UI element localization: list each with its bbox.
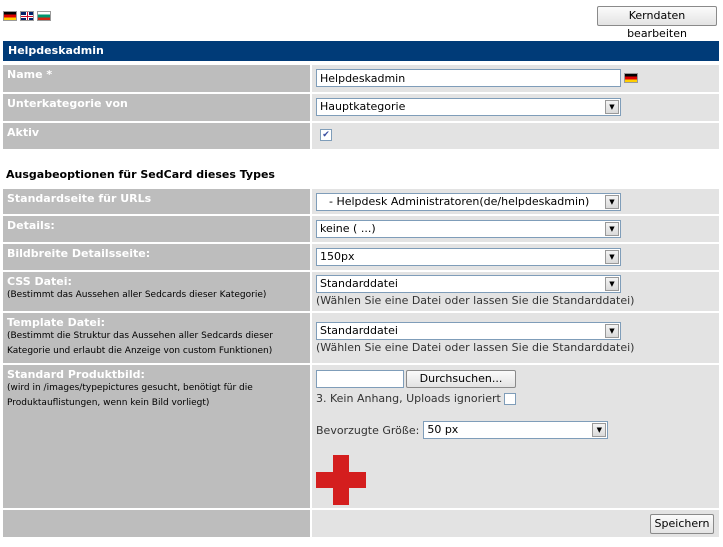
flag-de-icon[interactable] (3, 11, 17, 21)
bildbreite-select[interactable]: 150px ▼ (316, 248, 621, 266)
details-label: Details: (3, 216, 310, 242)
css-hint: (Wählen Sie eine Datei oder lassen Sie die Standarddatei) (316, 294, 635, 307)
size-select[interactable]: 50 px ▼ (423, 421, 608, 439)
css-label: CSS Datei: (7, 275, 72, 288)
dropdown-arrow-icon: ▼ (605, 250, 619, 264)
name-input[interactable] (316, 69, 621, 87)
unterkategorie-label: Unterkategorie von (3, 94, 310, 121)
standardseite-label: Standardseite für URLs (3, 189, 310, 214)
size-label: Bevorzugte Größe: (316, 423, 420, 437)
kerndaten-bearbeiten-button[interactable]: Kerndaten bearbeiten (597, 6, 717, 26)
row-produktbild (3, 365, 719, 508)
dropdown-arrow-icon: ▼ (605, 277, 619, 291)
template-label: Template Datei: (7, 316, 106, 329)
css-description: (Bestimmt das Aussehen aller Sedcards dieser Kategorie) (7, 290, 267, 300)
red-cross-icon (316, 455, 366, 505)
row-bildbreite (3, 244, 719, 270)
flag-bg-icon[interactable] (37, 11, 51, 21)
name-label: Name * (3, 65, 310, 92)
css-select[interactable]: Standarddatei ▼ (316, 275, 621, 293)
file-path-input[interactable] (316, 370, 404, 388)
browse-button[interactable]: Durchsuchen... (406, 370, 516, 388)
flag-uk-icon[interactable] (20, 11, 34, 21)
aktiv-checkbox[interactable]: ✔ (320, 129, 332, 141)
save-button[interactable]: Speichern (650, 514, 714, 534)
row-css (3, 272, 719, 311)
section-title: Ausgabeoptionen für SedCard dieses Types (6, 168, 275, 181)
row-standardseite (3, 189, 719, 214)
unterkategorie-select[interactable]: Hauptkategorie ▼ (316, 98, 621, 116)
row-unterkategorie (3, 94, 719, 121)
template-hint: (Wählen Sie eine Datei oder lassen Sie die Standarddatei) (316, 341, 635, 354)
dropdown-arrow-icon: ▼ (605, 324, 619, 338)
upload-note: 3. Kein Anhang, Uploads ignoriert (316, 392, 501, 405)
language-switcher (3, 11, 51, 21)
row-details (3, 216, 719, 242)
row-template (3, 313, 719, 363)
page-title: Helpdeskadmin (3, 41, 719, 61)
row-name (3, 65, 719, 92)
standardseite-select[interactable]: - Helpdesk Administratoren(de/helpdeskadmin) ▼ (316, 193, 621, 211)
dropdown-arrow-icon: ▼ (605, 100, 619, 114)
dropdown-arrow-icon: ▼ (592, 423, 606, 437)
upload-checkbox[interactable] (504, 393, 516, 405)
produktbild-description: (wird in /images/typepictures gesucht, benötigt für die Produktauflistungen, wenn kein Bild vorliegt) (7, 383, 253, 408)
bildbreite-label: Bildbreite Detailsseite: (3, 244, 310, 270)
dropdown-arrow-icon: ▼ (605, 222, 619, 236)
details-select[interactable]: keine ( ...) ▼ (316, 220, 621, 238)
aktiv-label: Aktiv (3, 123, 310, 149)
flag-de-icon (624, 73, 638, 83)
row-aktiv (3, 123, 719, 149)
dropdown-arrow-icon: ▼ (605, 195, 619, 209)
row-save (3, 510, 719, 537)
template-select[interactable]: Standarddatei ▼ (316, 322, 621, 340)
template-description: (Bestimmt die Struktur das Aussehen aller Sedcards dieser Kategorie und erlaubt die Anzeige von custom Funktionen) (7, 331, 274, 356)
produktbild-label: Standard Produktbild: (7, 368, 145, 381)
